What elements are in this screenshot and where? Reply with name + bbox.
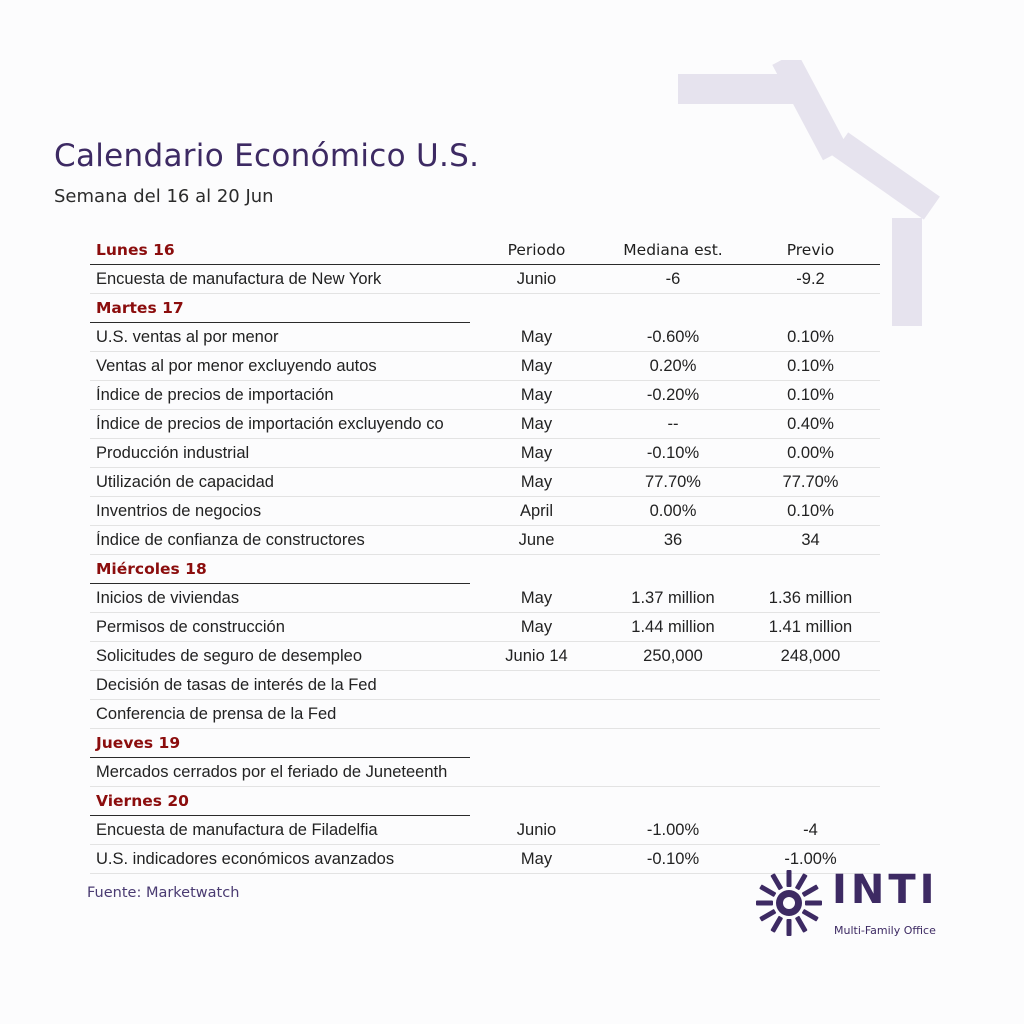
table-row (90, 700, 880, 729)
event-previo: -9.2 (796, 269, 825, 288)
table-row (90, 352, 880, 381)
event-periodo: May (520, 356, 553, 375)
event-periodo: May (520, 849, 553, 868)
event-mediana: -1.00% (646, 820, 700, 839)
sun-icon (754, 868, 824, 938)
day-label: Miércoles 18 (96, 560, 207, 578)
table-row (90, 642, 880, 671)
day-label: Martes 17 (96, 299, 184, 317)
event-periodo: April (519, 501, 553, 520)
event-name: Mercados cerrados por el feriado de Juneteenth (96, 762, 448, 781)
event-periodo: Junio (516, 820, 557, 839)
table-row (90, 584, 880, 613)
event-previo: 34 (801, 530, 820, 549)
event-name: Índice de precios de importación (96, 385, 334, 404)
event-previo: -1.00% (784, 849, 837, 868)
day-label: Viernes 20 (96, 792, 189, 810)
source-note: Fuente: Marketwatch (87, 885, 240, 901)
event-mediana: 77.70% (645, 472, 701, 491)
event-periodo: Junio (516, 269, 557, 288)
event-previo: 0.10% (787, 327, 834, 346)
table-row (90, 265, 880, 294)
event-periodo: May (520, 588, 553, 607)
event-mediana: 1.37 million (631, 588, 715, 607)
page-subtitle: Semana del 16 al 20 Jun (54, 186, 274, 207)
day-label: Jueves 19 (96, 734, 181, 752)
column-header-periodo: Periodo (507, 241, 566, 259)
event-previo: -4 (803, 820, 818, 839)
event-periodo: May (520, 443, 553, 462)
event-periodo: May (520, 472, 553, 491)
event-name: Conferencia de prensa de la Fed (96, 704, 337, 723)
event-previo: 0.40% (787, 414, 834, 433)
event-name: Encuesta de manufactura de New York (96, 269, 382, 288)
table-row (90, 468, 880, 497)
event-previo: 0.10% (787, 501, 834, 520)
page-title: Calendario Económico U.S. (54, 138, 480, 174)
economic-calendar-table (90, 236, 880, 874)
event-name: Inventrios de negocios (96, 501, 262, 520)
event-mediana: 1.44 million (631, 617, 715, 636)
table-row (90, 758, 880, 787)
event-name: Producción industrial (96, 443, 250, 462)
event-previo: 0.10% (787, 356, 834, 375)
column-header-mediana: Mediana est. (623, 241, 723, 259)
logo-name: INTI (832, 867, 939, 913)
day-header (90, 787, 470, 816)
event-previo: 77.70% (782, 472, 839, 491)
table-row (90, 410, 880, 439)
inti-logo (754, 868, 954, 943)
table-row (90, 526, 880, 555)
event-name: U.S. ventas al por menor (96, 327, 279, 346)
table-row (90, 381, 880, 410)
event-previo: 1.41 million (768, 617, 853, 636)
event-name: U.S. indicadores económicos avanzados (96, 849, 395, 868)
event-name: Inicios de viviendas (96, 588, 240, 607)
event-mediana: 36 (663, 530, 683, 549)
event-previo: 1.36 million (768, 588, 853, 607)
event-mediana: -0.20% (646, 385, 700, 404)
table-row (90, 613, 880, 642)
event-name: Encuesta de manufactura de Filadelfia (96, 820, 378, 839)
event-name: Solicitudes de seguro de desempleo (96, 646, 363, 665)
day-label: Lunes 16 (96, 241, 175, 259)
event-periodo: Junio 14 (505, 646, 568, 665)
event-mediana: -6 (665, 269, 681, 288)
day-header (90, 294, 470, 323)
table-header (90, 236, 880, 265)
event-name: Ventas al por menor excluyendo autos (96, 356, 377, 375)
table-row (90, 439, 880, 468)
event-mediana: -0.60% (646, 327, 700, 346)
table-row (90, 323, 880, 352)
event-previo: 0.00% (787, 443, 834, 462)
table-row (90, 671, 880, 700)
column-header-previo: Previo (786, 241, 835, 259)
event-periodo: May (520, 617, 553, 636)
event-name: Utilización de capacidad (96, 472, 274, 491)
day-header (90, 729, 470, 758)
event-periodo: May (520, 327, 553, 346)
table-row (90, 816, 880, 845)
event-name: Índice de precios de importación excluyendo co (96, 414, 444, 433)
event-mediana: -0.10% (646, 849, 700, 868)
day-header (90, 555, 470, 584)
event-periodo: May (520, 414, 553, 433)
table-row (90, 497, 880, 526)
event-name: Permisos de construcción (96, 617, 285, 636)
event-previo: 0.10% (787, 385, 834, 404)
event-periodo: June (518, 530, 555, 549)
logo-tagline: Multi-Family Office (834, 924, 936, 937)
event-name: Decisión de tasas de interés de la Fed (96, 675, 377, 694)
event-mediana: 0.00% (649, 501, 697, 520)
event-mediana: 250,000 (643, 646, 703, 665)
event-name: Índice de confianza de constructores (96, 530, 365, 549)
event-previo: 248,000 (780, 646, 841, 665)
event-mediana: 0.20% (649, 356, 697, 375)
event-mediana: -0.10% (646, 443, 700, 462)
event-periodo: May (520, 385, 553, 404)
event-mediana: -- (667, 414, 679, 433)
